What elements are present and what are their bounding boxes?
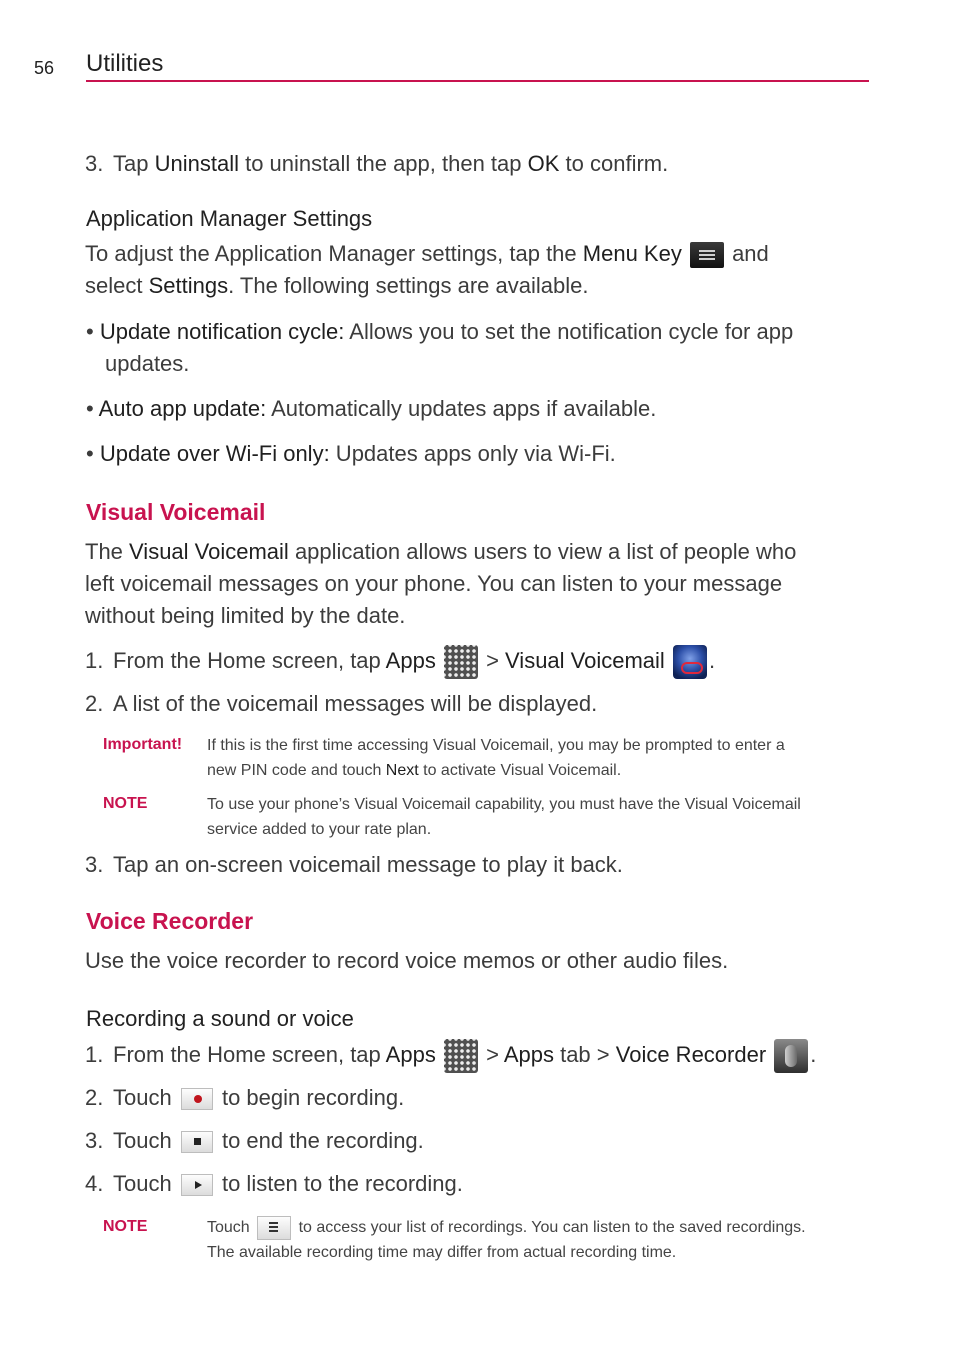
bullet-dot: •	[86, 319, 94, 344]
bullet-term: Auto app update:	[98, 396, 267, 421]
text: >	[479, 1042, 504, 1067]
step-number: 4.	[85, 1171, 104, 1196]
step-text: A list of the voicemail messages will be displayed.	[113, 691, 598, 716]
step-number: 3.	[85, 151, 104, 176]
section-title: Utilities	[86, 50, 164, 77]
keyword-voice-recorder: Voice Recorder	[615, 1042, 767, 1067]
text: .	[708, 648, 716, 673]
list-button-icon	[257, 1216, 291, 1240]
vvm-intro-line2: left voicemail messages on your phone. You can listen to your message	[85, 571, 783, 596]
vr-step-3	[85, 1125, 885, 1157]
app-manager-line1	[85, 238, 769, 270]
text: new PIN code and touch	[207, 762, 386, 779]
keyword-visual-voicemail: Visual Voicemail	[129, 539, 289, 564]
text: >	[479, 648, 506, 673]
text: to activate Visual Voicemail.	[418, 762, 622, 779]
text: The	[85, 539, 130, 564]
bullet-term: Update notification cycle:	[99, 319, 345, 344]
vvm-step-1	[85, 645, 885, 677]
keyword-apps: Apps	[385, 1042, 436, 1067]
step-number: 1.	[85, 648, 104, 673]
vr-step-4	[85, 1168, 885, 1200]
stop-button-icon	[181, 1131, 213, 1153]
note-line2: service added to your rate plan.	[207, 821, 432, 838]
vvm-step-3	[85, 849, 885, 881]
step-number: 3.	[85, 1128, 104, 1153]
text: to uninstall the app, then tap	[238, 151, 528, 176]
text: . The following settings are available.	[228, 273, 589, 298]
text: Touch	[113, 1171, 172, 1196]
note-line1: To use your phone’s Visual Voicemail capability, you must have the Visual Voicemail	[207, 796, 801, 813]
step-number: 2.	[85, 691, 104, 716]
important-line2	[207, 758, 621, 783]
note-line2: The available recording time may differ from actual recording time.	[207, 1244, 677, 1261]
step-number: 3.	[85, 852, 104, 877]
text: select	[85, 273, 149, 298]
text: Touch	[113, 1128, 172, 1153]
voice-recorder-icon	[774, 1039, 808, 1073]
play-button-icon	[181, 1174, 213, 1196]
keyword-visual-voicemail: Visual Voicemail	[505, 648, 665, 673]
bullet-dot: •	[86, 396, 94, 421]
step-text: Tap an on-screen voicemail message to play it back.	[113, 852, 623, 877]
visual-voicemail-heading: Visual Voicemail	[86, 499, 266, 525]
text: Tap	[113, 151, 155, 176]
text: To adjust the Application Manager settings, tap the	[85, 241, 583, 266]
keyword-apps: Apps	[385, 648, 436, 673]
bullet-item	[86, 438, 616, 470]
header-rule	[86, 80, 869, 82]
app-manager-heading: Application Manager Settings	[86, 206, 373, 231]
keyword-menu-key: Menu Key	[582, 241, 682, 266]
apps-icon	[444, 645, 478, 679]
text: Touch	[113, 1085, 172, 1110]
record-button-icon	[181, 1088, 213, 1110]
bullet-item	[86, 393, 656, 425]
text: From the Home screen, tap	[113, 1042, 386, 1067]
bullet-desc: Automatically updates apps if available.	[266, 396, 657, 421]
vr-step-1	[85, 1039, 885, 1071]
bullet-item	[86, 316, 793, 348]
keyword-settings: Settings	[148, 273, 229, 298]
voice-recorder-intro: Use the voice recorder to record voice memos or other audio files.	[85, 948, 729, 973]
visual-voicemail-icon	[673, 645, 707, 679]
note-label: NOTE	[103, 1218, 148, 1235]
bullet-dot: •	[86, 441, 94, 466]
bullet-term: Update over Wi-Fi only:	[99, 441, 330, 466]
text: application allows users to view a list of people who	[288, 539, 797, 564]
text: From the Home screen, tap	[113, 648, 386, 673]
bullet-continuation: updates.	[105, 351, 190, 376]
text: to begin recording.	[221, 1085, 405, 1110]
step-number: 2.	[85, 1085, 104, 1110]
text: to listen to the recording.	[221, 1171, 463, 1196]
keyword-uninstall: Uninstall	[154, 151, 239, 176]
text: to confirm.	[559, 151, 669, 176]
uninstall-step	[85, 148, 885, 180]
text: and	[725, 241, 769, 266]
apps-icon	[444, 1039, 478, 1073]
text: tab >	[553, 1042, 616, 1067]
voice-recorder-heading: Voice Recorder	[86, 908, 254, 934]
bullet-desc: Allows you to set the notification cycle for app	[344, 319, 794, 344]
page-number: 56	[34, 58, 55, 78]
important-label: Important!	[103, 736, 183, 753]
vvm-step-2	[85, 688, 885, 720]
text: Touch	[207, 1219, 250, 1236]
step-number: 1.	[85, 1042, 104, 1067]
bullet-desc: Updates apps only via Wi-Fi.	[329, 441, 616, 466]
keyword-ok: OK	[527, 151, 560, 176]
vvm-intro-line3: without being limited by the date.	[85, 603, 406, 628]
vvm-intro-line1	[85, 536, 796, 568]
keyword-apps-tab: Apps	[503, 1042, 554, 1067]
keyword-next: Next	[385, 762, 419, 779]
note-label: NOTE	[103, 795, 148, 812]
text: .	[810, 1042, 817, 1067]
note-line1	[207, 1215, 806, 1240]
recording-subheading: Recording a sound or voice	[86, 1006, 354, 1031]
menu-key-icon	[690, 242, 724, 268]
vr-step-2	[85, 1082, 885, 1114]
text: to end the recording.	[221, 1128, 424, 1153]
text: to access your list of recordings. You can listen to the saved recordings.	[298, 1219, 806, 1236]
app-manager-line2	[85, 270, 588, 302]
important-line1: If this is the first time accessing Visual Voicemail, you may be prompted to enter a	[207, 737, 785, 754]
